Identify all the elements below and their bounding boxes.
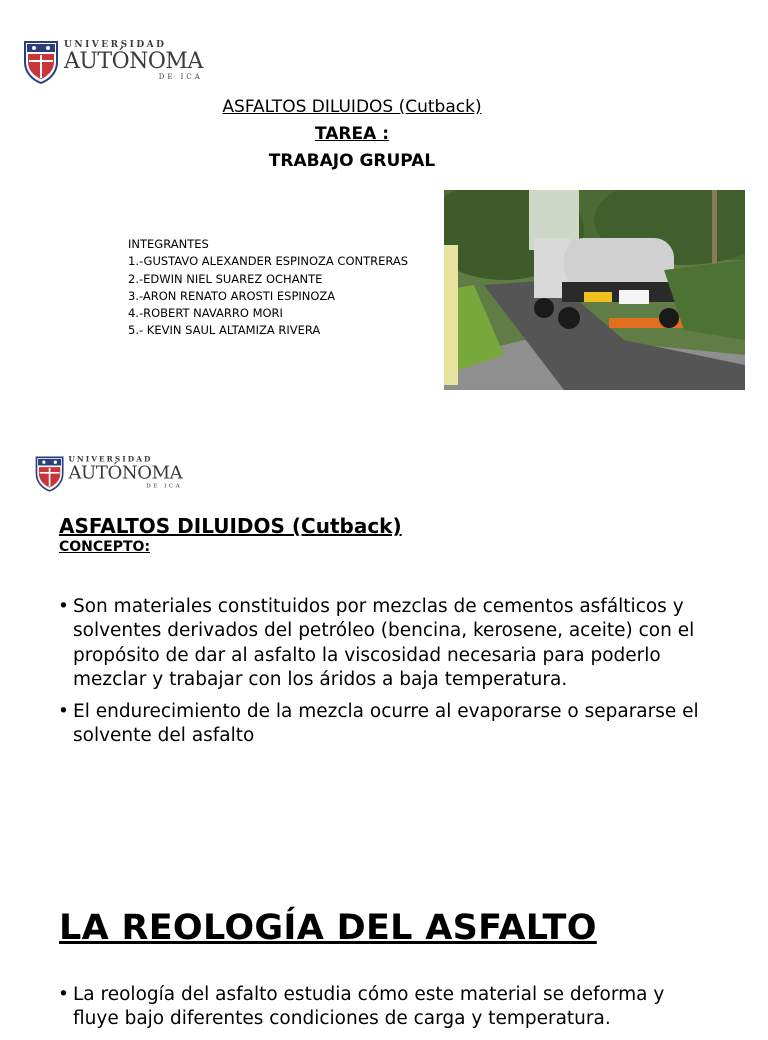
logo-text-de-ica: DE ICA: [158, 73, 203, 81]
member-item: 3.-ARON RENATO AROSTI ESPINOZA: [128, 288, 336, 303]
members-block: [128, 236, 408, 340]
bullet-list: [58, 983, 708, 1040]
member-item: 4.-ROBERT NAVARRO MORI: [128, 306, 283, 321]
bullet-text: Son materiales constituidos por mezclas de cementos asfálticos y solventes derivados del petróleo (bencina, kerosene, aceite) con el propósito de dar al asfalto la viscosidad necesaria para poderlo mezclar y trabajar con los áridos a baja temperatura.: [73, 596, 695, 690]
bullet-text: La reología del asfalto estudia cómo este material se deforma y fluye bajo diferentes condiciones de carga y temperatura.: [73, 984, 665, 1030]
logo-text-autonoma: AUTÓNOMA: [68, 463, 183, 484]
university-logo: [34, 454, 182, 492]
member-item: 1.-GUSTAVO ALEXANDER ESPINOZA CONTRERAS: [128, 254, 409, 269]
bullet-dot-icon: •: [58, 701, 69, 723]
slide-heading: ASFALTOS DILUIDOS (Cutback): [59, 514, 402, 538]
members-heading: INTEGRANTES: [128, 237, 209, 251]
member-item: 2.-EDWIN NIEL SUAREZ OCHANTE: [128, 271, 323, 286]
logo-text-universidad: UNIVERSIDAD: [64, 40, 167, 50]
logo-text-universidad: UNIVERSIDAD: [68, 455, 153, 464]
slide-heading: LA REOLOGÍA DEL ASFALTO: [59, 908, 597, 948]
cover-subtitle: TAREA :: [314, 124, 389, 144]
bullet-item: [58, 595, 708, 692]
university-shield-icon: [34, 454, 65, 492]
bullet-list: [58, 595, 708, 757]
concept-slide: [0, 430, 768, 840]
rheology-slide: [0, 880, 768, 1030]
university-logo: [22, 38, 203, 84]
cover-subtitle-2: TRABAJO GRUPAL: [268, 151, 436, 171]
slide-subheading: CONCEPTO:: [59, 539, 151, 555]
cover-slide: [0, 0, 768, 420]
logo-text-autonoma: AUTÓNOMA: [64, 49, 203, 74]
bullet-dot-icon: •: [58, 596, 69, 617]
logo-text-de-ica: DE ICA: [146, 482, 183, 490]
university-shield-icon: [22, 38, 60, 84]
bullet-dot-icon: •: [58, 984, 69, 1005]
member-item: 5.- KEVIN SAUL ALTAMIZA RIVERA: [128, 323, 321, 338]
asphalt-truck-photo: [444, 190, 745, 390]
cover-title: ASFALTOS DILUIDOS (Cutback): [222, 97, 482, 117]
bullet-item: [58, 983, 708, 1032]
bullet-text: El endurecimiento de la mezcla ocurre al evaporarse o separarse el solvente del asfalto: [73, 701, 699, 747]
bullet-item: [58, 700, 708, 749]
